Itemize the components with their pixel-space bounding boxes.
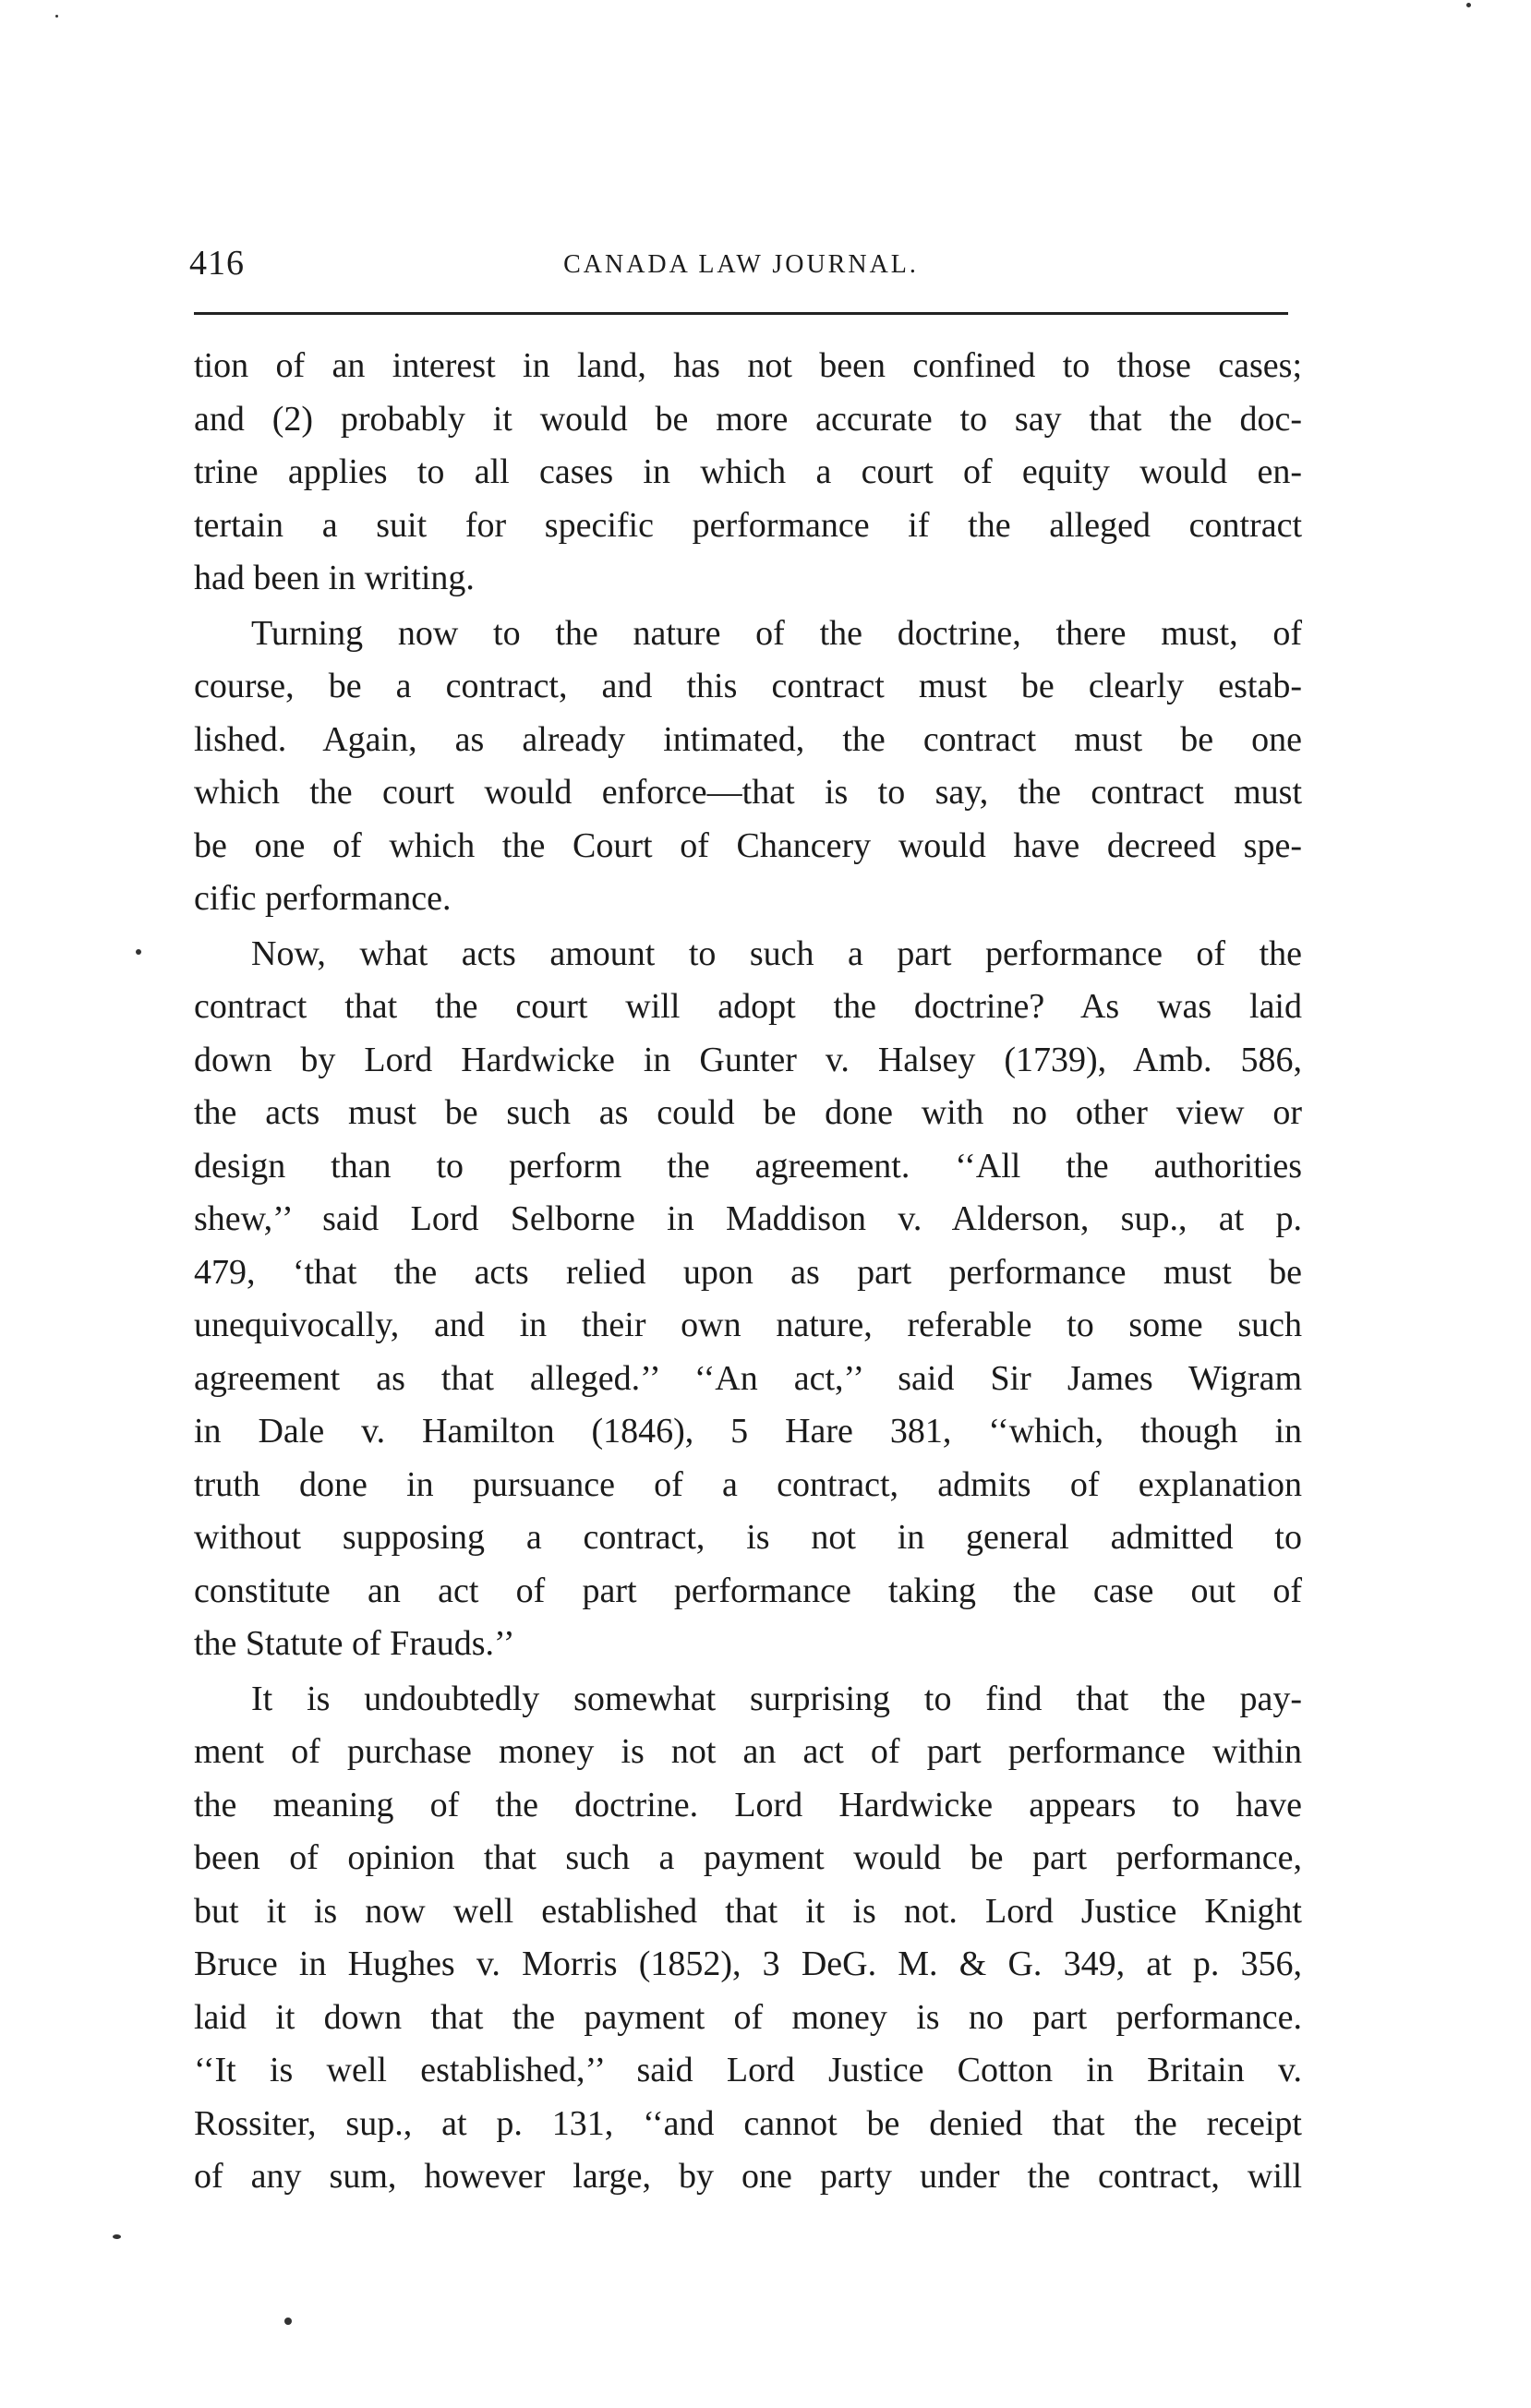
text-line: laid it down that the payment of money is no part performance. (194, 1997, 1302, 2037)
text-line: cific performance. (194, 879, 452, 918)
text-line: shew,’’ said Lord Selborne in Maddison v. Alderson, sup., at p. (194, 1199, 1302, 1238)
text-line: truth done in pursuance of a contract, admits of explanation (194, 1464, 1302, 1504)
text-line: ment of purchase money is not an act of part performance within (194, 1732, 1302, 1771)
text-line: course, be a contract, and this contract must be clearly estab- (194, 667, 1302, 705)
header-rule (194, 312, 1288, 315)
paragraph (194, 608, 1302, 926)
text-line: but it is now well established that it is not. Lord Justice Knight (194, 1891, 1302, 1931)
running-head (189, 243, 1293, 289)
text-line: agreement as that alleged.’’ ‘‘An act,’’ said Sir James Wigram (194, 1358, 1302, 1398)
text-line: contract that the court will adopt the doctrine? As was laid (194, 987, 1302, 1026)
text-line: the acts must be such as could be done with no other view or (194, 1093, 1302, 1132)
text-line: tion of an interest in land, has not been confined to those cases; (194, 346, 1302, 385)
text-line: down by Lord Hardwicke in Gunter v. Halsey (1739), Amb. 586, (194, 1040, 1302, 1079)
scan-speck (55, 15, 58, 18)
text-line: be one of which the Court of Chancery would have decreed spe- (194, 825, 1302, 865)
text-line: which the court would enforce—that is to say, the contract must (194, 773, 1302, 812)
text-line: unequivocally, and in their own nature, referable to some such (194, 1306, 1302, 1344)
text-line: ‘‘It is well established,’’ said Lord Justice Cotton in Britain v. (194, 2051, 1302, 2089)
text-line: design than to perform the agreement. ‘‘All the authorities (194, 1146, 1302, 1186)
text-line: and (2) probably it would be more accurate to say that the doc- (194, 399, 1302, 439)
text-line: had been in writing. (194, 559, 475, 597)
body-text (194, 340, 1302, 2204)
scan-speck (284, 2318, 292, 2325)
page-number: 416 (189, 244, 245, 283)
text-line: Turning now to the nature of the doctrine, there must, of (251, 613, 1302, 653)
text-line: It is undoubtedly somewhat surprising to find that the pay- (251, 1679, 1302, 1718)
text-line: constitute an act of part performance taking the case out of (194, 1571, 1302, 1610)
text-line: been of opinion that such a payment would be part performance, (194, 1838, 1302, 1877)
text-line: the meaning of the doctrine. Lord Hardwicke appears to have (194, 1785, 1302, 1824)
journal-title: CANADA LAW JOURNAL. (563, 250, 919, 279)
text-line: Now, what acts amount to such a part performance of the (251, 933, 1302, 973)
scan-speck (113, 2234, 121, 2239)
paragraph (194, 928, 1302, 1671)
text-line: in Dale v. Hamilton (1846), 5 Hare 381, ‘‘which, though in (194, 1412, 1302, 1451)
text-line: trine applies to all cases in which a court of equity would en- (194, 452, 1302, 491)
text-line: the Statute of Frauds.’’ (194, 1624, 515, 1663)
scan-speck (136, 949, 141, 955)
text-line: Rossiter, sup., at p. 131, ‘‘and cannot be denied that the receipt (194, 2103, 1302, 2143)
text-line: of any sum, however large, by one party under the contract, will (194, 2157, 1302, 2196)
text-line: Bruce in Hughes v. Morris (1852), 3 DeG. M. & G. 349, at p. 356, (194, 1944, 1302, 1983)
paragraph (194, 1673, 1302, 2204)
text-line: lished. Again, as already intimated, the contract must be one (194, 719, 1302, 759)
scan-speck (1466, 3, 1471, 7)
text-line: without supposing a contract, is not in general admitted to (194, 1518, 1302, 1557)
paragraph (194, 340, 1302, 606)
text-line: tertain a suit for specific performance if the alleged contract (194, 505, 1302, 545)
text-line: 479, ‘that the acts relied upon as part performance must be (194, 1252, 1302, 1292)
